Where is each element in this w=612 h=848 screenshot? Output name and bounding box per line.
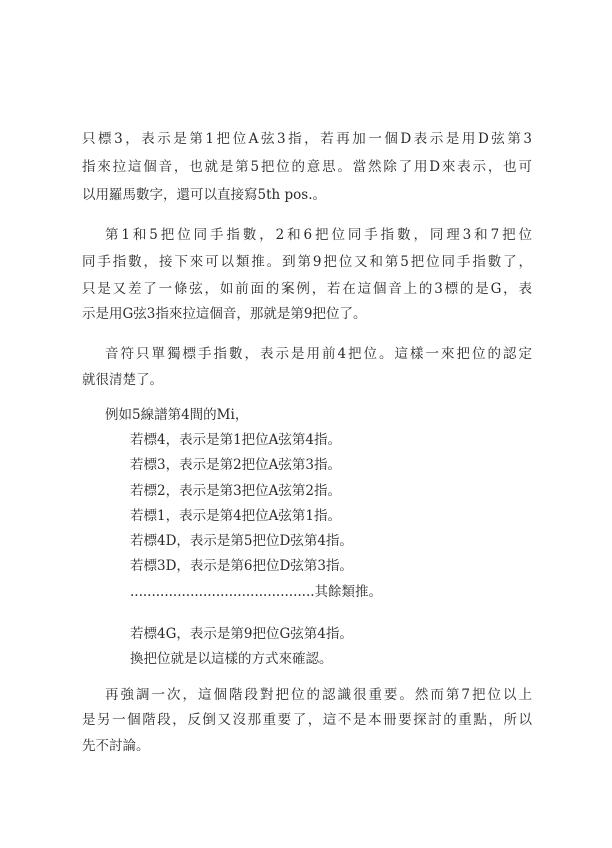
text-line: 例如5線譜第4間的Mi， xyxy=(105,407,249,423)
example-line: 若標2，表示是第3把位A弦第2指。 xyxy=(130,483,342,499)
text-line: 只是又差了一條弦，如前面的案例，若在這個音上的3標的是G，表 xyxy=(82,281,532,297)
ellipsis-line: ...........................................其餘類推。 xyxy=(130,584,383,600)
example-line: 若標4，表示是第1把位A弦第4指。 xyxy=(130,432,342,448)
example-line: 若標1，表示是第4把位A弦第1指。 xyxy=(130,508,342,524)
text-line: 只標3，表示是第1把位A弦3指，若再加一個D表示是用D弦第3 xyxy=(82,131,532,147)
text-line: 第1和5把位同手指數，2和6把位同手指數，同理3和7把位 xyxy=(105,227,532,243)
text-line: 先不討論。 xyxy=(82,738,150,754)
example-line: 換把位就是以這樣的方式來確認。 xyxy=(130,651,333,667)
text-line: 音符只單獨標手指數，表示是用前4把位。這樣一來把位的認定 xyxy=(105,346,532,362)
example-line: 若標3，表示是第2把位A弦第3指。 xyxy=(130,457,342,473)
text-line: 指來拉這個音，也就是第5把位的意思。當然除了用D來表示，也可 xyxy=(82,159,532,175)
text-line: 以用羅馬數字，還可以直接寫5th pos.。 xyxy=(82,187,326,203)
text-line: 是另一個階段，反倒又沒那重要了，這不是本冊要探討的重點，所以 xyxy=(82,712,532,728)
text-line: 再強調一次，這個階段對把位的認識很重要。然而第7把位以上 xyxy=(105,687,532,703)
example-line: 若標4D，表示是第5把位D弦第4指。 xyxy=(130,533,353,549)
example-line: 若標4G，表示是第9把位G弦第4指。 xyxy=(130,626,353,642)
text-line: 同手指數，接下來可以類推。到第9把位又和第5把位同手指數了， xyxy=(82,254,532,270)
example-line: 若標3D，表示是第6把位D弦第3指。 xyxy=(130,558,353,574)
text-line: 示是用G弦3指來拉這個音，那就是第9把位了。 xyxy=(82,306,367,322)
text-line: 就很清楚了。 xyxy=(82,372,163,388)
